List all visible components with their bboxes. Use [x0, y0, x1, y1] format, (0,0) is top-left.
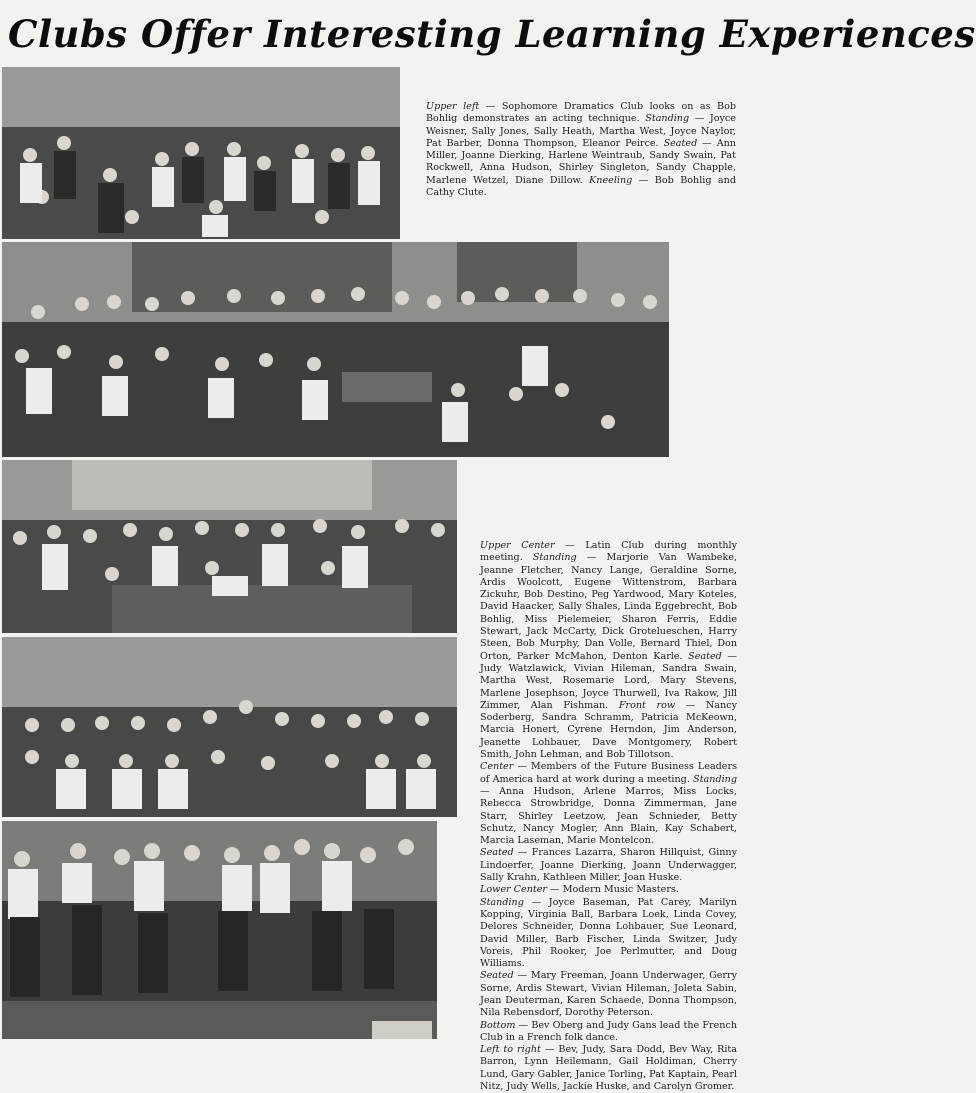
caption-label-kneeling: Kneeling: [589, 174, 633, 186]
caption-text-bottom: — Bev Oberg and Judy Gans lead the French Club in a French folk dance.: [480, 1019, 737, 1043]
caption-text-standing: — Joyce Weisner, Sally Jones, Sally Heath, Martha West, Joyce Naylor, Pat Barber, Donna Thompson, Eleanor Peirce.: [426, 113, 736, 149]
caption-text-lc-standing: — Joyce Baseman, Pat Carey, Marilyn Kopping, Virginia Ball, Barbara Loek, Linda Covey, Delores Schneider, Donna Lohbauer, Sue Leonard, David Miller, Barb Fischer, Linda Switzer, Judy Voreis, Phil Rooker, Joe Perlmutter, and Doug Williams.: [480, 896, 737, 970]
caption-text-uc-seated: — Judy Watzlawick, Vivian Hileman, Sandra Swain, Martha West, Rosemarie Lord, Mary Stevens, Marlene Josephson, Joyce Thurwell, Iva Rakow, Jill Zimmer, Alan Fishman.: [480, 650, 737, 711]
caption-label-uc-seated: Seated: [688, 650, 722, 662]
caption-text-lc-seated: — Mary Freeman, Joann Underwager, Gerry Sorne, Ardis Stewart, Vivian Hileman, Joleta Sabin, Jean Deuterman, Karen Schaede, Donna Thompson, Nila Rebensdorf, Dorothy Peterson.: [480, 970, 737, 1019]
caption-text-c-seated: — Frances Lazarra, Sharon Hillquist, Ginny Lindoerfer, Joanne Dierking, Joann Underwagger, Sally Krahn, Kathleen Miller, Joan Huske.: [480, 847, 737, 884]
caption-label-center: Center: [480, 761, 514, 773]
caption-text-kneeling: — Bob Bohlig and Cathy Clute.: [426, 174, 736, 199]
photo-future-business-leaders: [2, 460, 457, 633]
caption-label-standing: Standing: [645, 113, 690, 125]
page-headline: Clubs Offer Interesting Learning Experiences: [8, 12, 976, 56]
caption-upper-left: [426, 101, 736, 199]
music-masters-photo-illustration: [2, 637, 457, 817]
caption-text-left-to-right: — Bev, Judy, Sara Dodd, Bev Way, Rita Barron, Lynn Heilemann, Gail Holdiman, Cherry Lund, Gary Gabler, Janice Torling, Pat Kaptain, Pearl Nitz, Judy Wells, Jackie Huske, and Carolyn Gromer.: [480, 1044, 737, 1093]
caption-label-lc-seated: Seated: [480, 970, 514, 982]
caption-right-column: [480, 540, 737, 1093]
caption-text-center: — Members of the Future Business Leaders of America hard at work during a meeting.: [480, 761, 737, 785]
photo-latin-club: [2, 242, 669, 457]
dramatics-photo-illustration: [2, 67, 400, 239]
caption-text-seated: — Ann Miller, Joanne Dierking, Harlene Weintraub, Sandy Swain, Pat Rockwell, Anna Hudson, Shirley Singleton, Sandy Chapple, Marlene Wetzel, Diane Dillow.: [426, 137, 736, 186]
caption-text-c-standing: — Anna Hudson, Arlene Marros, Miss Locks, Rebecca Strowbridge, Donna Zimmerman, Jane Starr, Shirley Leetzow, Jean Schnieder, Betty Schutz, Nancy Mogler, Ann Blain, Kay Schabert, Marcia Laseman, Marie Montelcon.: [480, 785, 737, 847]
caption-label-lower-center: Lower Center: [480, 884, 547, 896]
caption-label-c-standing: Standing: [693, 773, 737, 785]
photo-french-club: [2, 821, 437, 1039]
caption-label-lc-standing: Standing: [480, 896, 524, 908]
caption-label-c-seated: Seated: [480, 847, 514, 859]
business-leaders-photo-illustration: [2, 460, 457, 633]
caption-text-uc-standing: — Marjorie Van Wambeke, Jeanne Fletcher, Nancy Lange, Geraldine Sorne, Ardis Woolcott, Eugene Wittenstrom, Barbara Zickuhr, Bob Destino, Peg Yardwood, Mary Koteles, David Haacker, Sally Shales, Linda Eggebrecht, Bob Bohlig, Miss Pielemeier, Sharon Ferris, Eddie Stewart, Jack McCarty, Dick Grotelueschen, Harry Steen, Bob Murphy, Dan Volle, Bernard Thiel, Don Orton, Parker McMahon, Denton Karle.: [480, 552, 737, 662]
caption-text-lower-center: — Modern Music Masters.: [547, 884, 679, 896]
french-club-photo-illustration: [2, 821, 437, 1039]
caption-label-upper-left: Upper left: [426, 101, 480, 112]
caption-label-uc-standing: Standing: [532, 552, 577, 564]
latin-club-photo-illustration: [2, 242, 669, 457]
caption-text-upper-center: — Latin Club during monthly meeting.: [480, 540, 737, 564]
caption-text-upper-left: — Sophomore Dramatics Club looks on as Bob Bohlig demonstrates an acting technique.: [426, 101, 736, 125]
caption-text-uc-front-row: — Nancy Soderberg, Sandra Schramm, Patricia McKeown, Marcia Honert, Cyrene Herndon, Jim Anderson, Jeanette Lohbauer, Dave Montgomery, Robert Smith, John Lehman, and Bob Tillotson.: [480, 699, 737, 761]
caption-label-bottom: Bottom: [480, 1019, 516, 1031]
caption-label-left-to-right: Left to right: [480, 1044, 541, 1056]
photo-sophomore-dramatics-club: [2, 67, 400, 239]
caption-label-uc-front-row: Front row: [618, 699, 676, 711]
photo-modern-music-masters: [2, 637, 457, 817]
caption-label-upper-center: Upper Center: [480, 540, 555, 551]
caption-label-seated: Seated: [663, 137, 698, 149]
